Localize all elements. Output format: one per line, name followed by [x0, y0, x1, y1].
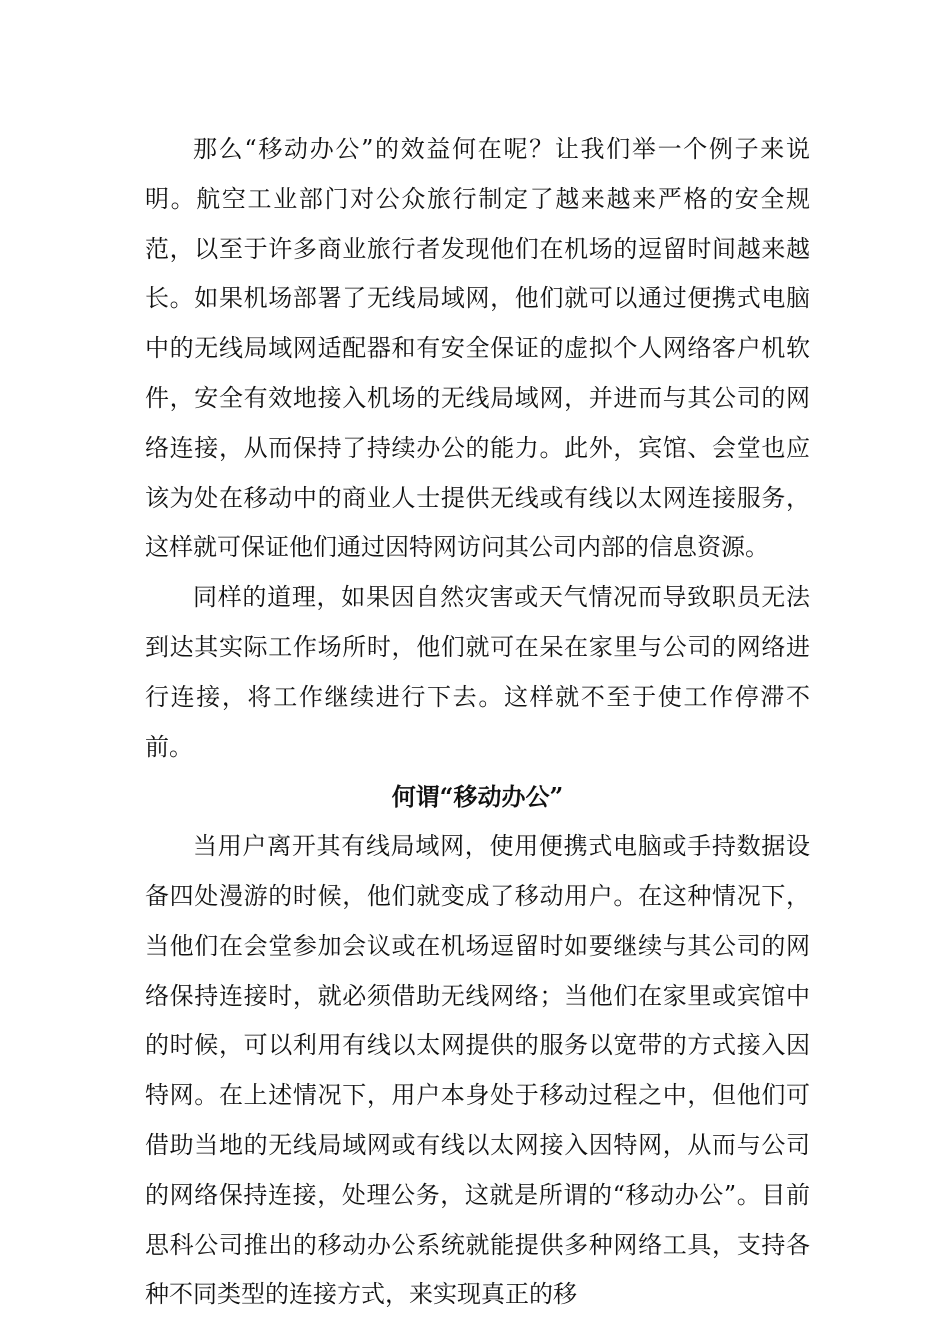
document-body — [145, 125, 810, 1320]
paragraph-mobile-user-definition: 当用户离开其有线局域网，使用便携式电脑或手持数据设备四处漫游的时候，他们就变成了移动用户。在这种情况下，当他们在会堂参加会议或在机场逗留时如要继续与其公司的网络保持连接时，就必须借助无线网络；当他们在家里或宾馆中的时候，可以利用有线以太网提供的服务以宽带的方式接入因特网。在上述情况下，用户本身处于移动过程之中，但他们可借助当地的无线局域网或有线以太网接入因特网，从而与公司的网络保持连接，处理公务，这就是所谓的“移动办公”。目前思科公司推出的移动办公系统就能提供多种网络工具，支持各种不同类型的连接方式，来实现真正的移 — [145, 832, 810, 1309]
section-heading: 何谓“移动办公” — [391, 782, 564, 812]
paragraph-disaster-scenario: 同样的道理，如果因自然灾害或天气情况而导致职员无法到达其实际工作场所时，他们就可在呆在家里与公司的网络进行连接，将工作继续进行下去。这样就不至于使工作停滞不前。 — [145, 583, 810, 761]
paragraph-mobile-office-benefits: 那么“移动办公”的效益何在呢？让我们举一个例子来说明。航空工业部门对公众旅行制定了越来越来严格的安全规范，以至于许多商业旅行者发现他们在机场的逗留时间越来越长。如果机场部署了无线局域网，他们就可以通过便携式电脑中的无线局域网适配器和有安全保证的虚拟个人网络客户机软件，安全有效地接入机场的无线局域网，并进而与其公司的网络连接，从而保持了持续办公的能力。此外，宾馆、会堂也应该为处在移动中的商业人士提供无线或有线以太网连接服务，这样就可保证他们通过因特网访问其公司内部的信息资源。 — [145, 135, 810, 562]
